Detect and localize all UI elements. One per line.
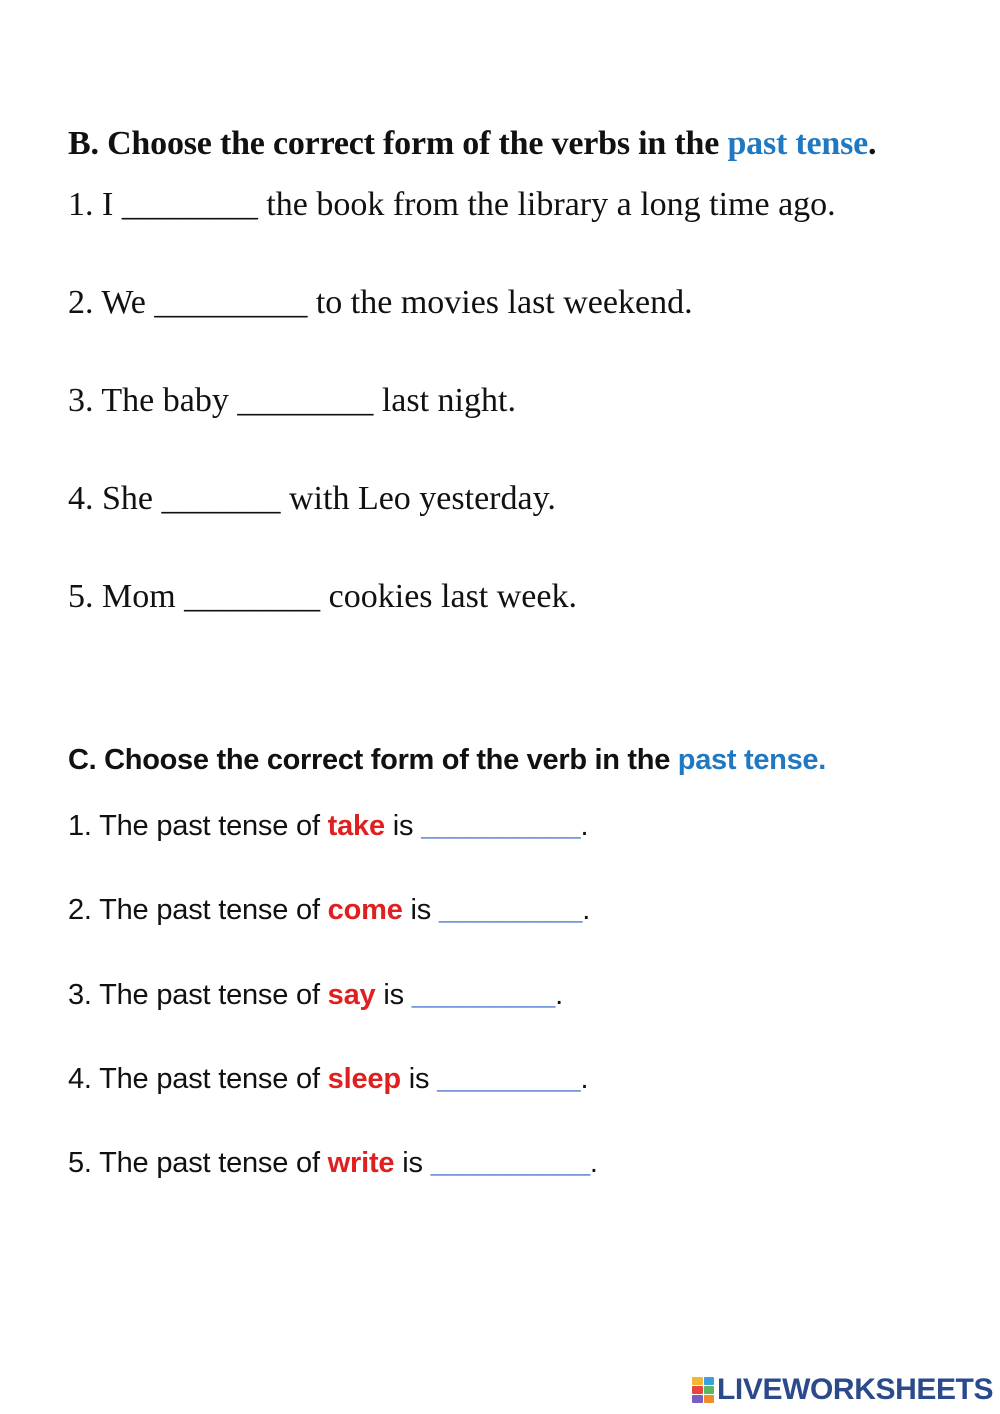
liveworksheets-logo: [692, 1372, 993, 1408]
answer-blank[interactable]: _________: [437, 1063, 581, 1095]
item-end: .: [580, 810, 589, 842]
section-b-heading: [68, 125, 876, 163]
section-c-item-1: [68, 810, 588, 843]
section-c-heading-text: C. Choose the correct form of the verb in the: [68, 744, 678, 776]
item-end: .: [555, 979, 563, 1011]
item-mid: is: [384, 810, 422, 842]
item-verb: say: [327, 979, 376, 1011]
answer-blank[interactable]: _________: [411, 979, 556, 1011]
section-c-item-2: [68, 894, 590, 927]
section-c-item-4: [68, 1063, 588, 1096]
item-end: .: [580, 1063, 589, 1095]
section-b-heading-text: B. Choose the correct form of the verbs in the: [68, 125, 728, 162]
item-verb: take: [327, 810, 385, 842]
section-c-heading: [68, 744, 826, 777]
answer-blank[interactable]: __________: [421, 810, 581, 842]
item-prefix: 4. The past tense of: [68, 1063, 328, 1095]
item-mid: is: [394, 1147, 431, 1179]
item-end: .: [582, 894, 591, 926]
section-b-item-3: 3. The baby ________ last night.: [68, 382, 516, 419]
liveworksheets-logo-icon: [692, 1377, 714, 1403]
answer-blank[interactable]: _________: [438, 894, 583, 926]
answer-blank[interactable]: __________: [430, 1147, 590, 1179]
item-prefix: 1. The past tense of: [68, 810, 328, 842]
section-b-item-2: 2. We _________ to the movies last weekend.: [68, 284, 693, 321]
item-prefix: 3. The past tense of: [68, 979, 328, 1011]
section-b-heading-accent: past tense: [727, 125, 869, 162]
section-c-heading-accent: past tense.: [677, 744, 826, 776]
item-prefix: 5. The past tense of: [68, 1147, 328, 1179]
item-mid: is: [375, 979, 412, 1011]
liveworksheets-logo-text: LIVEWORKSHEETS: [717, 1373, 994, 1406]
section-b-item-5: 5. Mom ________ cookies last week.: [68, 578, 577, 615]
item-verb: sleep: [327, 1063, 401, 1095]
item-verb: come: [327, 894, 403, 926]
item-prefix: 2. The past tense of: [68, 894, 328, 926]
item-mid: is: [400, 1063, 438, 1095]
section-c-item-5: [68, 1147, 598, 1180]
item-verb: write: [327, 1147, 395, 1179]
item-end: .: [589, 1147, 598, 1179]
item-mid: is: [402, 894, 439, 926]
section-c-item-3: [68, 979, 563, 1012]
section-b-heading-end: .: [868, 125, 877, 162]
section-b-item-1: 1. I ________ the book from the library a long time ago.: [68, 186, 836, 223]
section-b-item-4: 4. She _______ with Leo yesterday.: [68, 480, 556, 517]
